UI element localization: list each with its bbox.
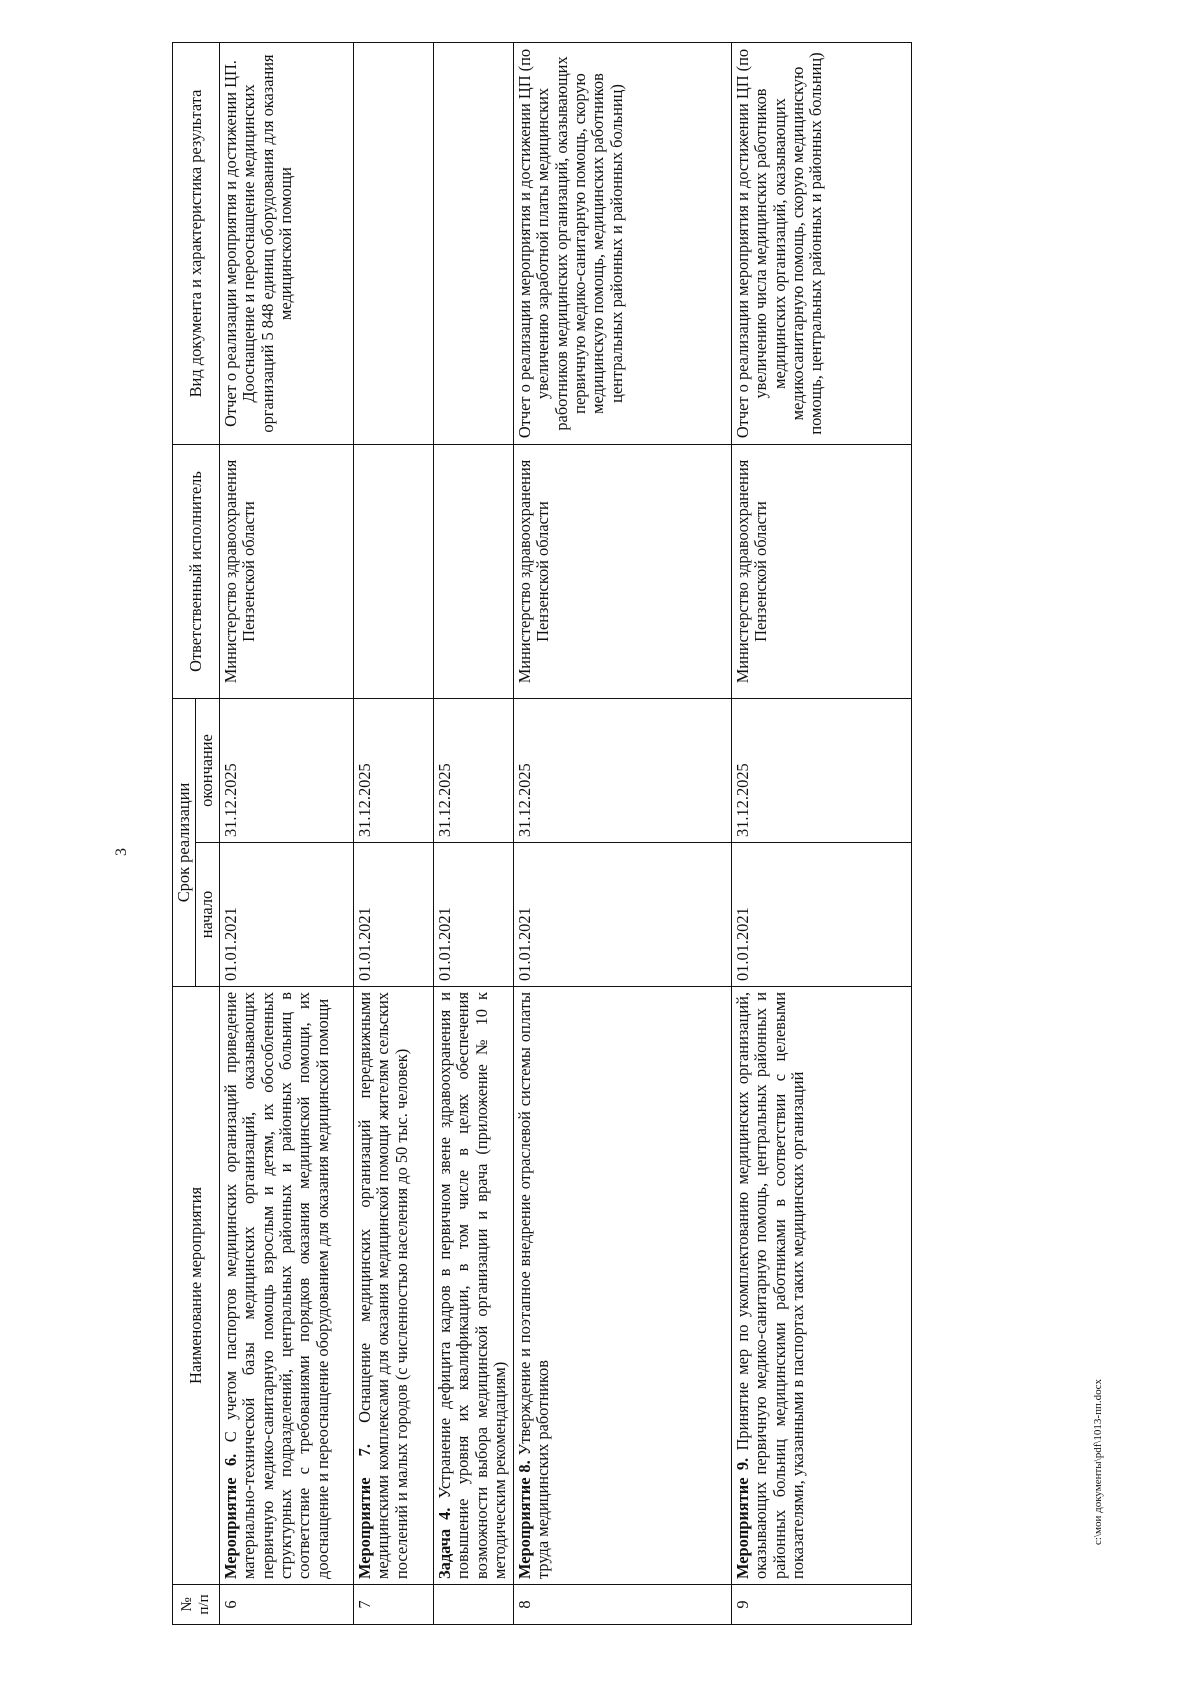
footer-file-path: c:\мои документы\pdf\1013-пп.docx bbox=[1092, 1378, 1104, 1545]
executor: Министерство здравоохранения Пензенской области bbox=[513, 445, 731, 699]
row-num: 9 bbox=[731, 1585, 911, 1625]
activity-prefix: Мероприятие 6. bbox=[220, 1453, 240, 1579]
executor: Министерство здравоохранения Пензенской области bbox=[219, 445, 353, 699]
activity-name bbox=[353, 987, 433, 1585]
activity-text: Устранение дефицита кадров в первичном звене здравоохранения и повышение уровня их квалификации, в том числе в целях обеспечения возможности выбора медицинской организации и врача (приложение № 10 к методическим рекомендациям) bbox=[434, 992, 509, 1579]
row-num bbox=[433, 1585, 513, 1625]
activity-name bbox=[219, 987, 353, 1585]
executor bbox=[353, 445, 433, 699]
header-name: Наименование мероприятия bbox=[173, 987, 220, 1585]
start-date: 01.01.2021 bbox=[731, 843, 911, 987]
activity-text: Утверждение и поэтапное внедрение отраслевой системы оплаты труда медицинских работников bbox=[514, 991, 553, 1579]
page-number: 3 bbox=[113, 848, 130, 856]
table-row bbox=[513, 43, 731, 1625]
start-date: 01.01.2021 bbox=[219, 843, 353, 987]
row-num: 8 bbox=[513, 1585, 731, 1625]
start-date: 01.01.2021 bbox=[353, 843, 433, 987]
end-date: 31.12.2025 bbox=[219, 699, 353, 843]
end-date: 31.12.2025 bbox=[731, 699, 911, 843]
end-date: 31.12.2025 bbox=[513, 699, 731, 843]
activity-name bbox=[731, 987, 911, 1585]
executor bbox=[433, 445, 513, 699]
start-date: 01.01.2021 bbox=[433, 843, 513, 987]
result-description: Отчет о реализации мероприятия и достижении ЦП. Дооснащение и переоснащение медицинских организаций 5 848 единиц оборудования для оказания медицинской помощи bbox=[219, 43, 353, 445]
end-date: 31.12.2025 bbox=[353, 699, 433, 843]
activity-prefix: Мероприятие 7. bbox=[354, 1444, 374, 1579]
table-row bbox=[219, 43, 353, 1625]
activity-prefix: Мероприятие 8. bbox=[514, 1460, 534, 1579]
activity-name bbox=[433, 987, 513, 1585]
activity-text: С учетом паспортов медицинских организаций приведение материально-технической базы медицинских организаций, оказывающих первичную медико-санитарную помощь взрослым и детям, их обособленных структурных подразделений, центральных районных и районных больниц в соответствие с требованиями порядков оказания медицинской помощи, их дооснащение и переоснащение оборудованием для оказания медицинской помощи bbox=[220, 992, 332, 1579]
activity-name bbox=[513, 987, 731, 1585]
end-date: 31.12.2025 bbox=[433, 699, 513, 843]
header-executor: Ответственный исполнитель bbox=[173, 445, 220, 699]
header-period: Срок реализации bbox=[173, 699, 196, 987]
activities-table bbox=[172, 42, 912, 1625]
row-num: 7 bbox=[353, 1585, 433, 1625]
row-num: 6 bbox=[219, 1585, 353, 1625]
result-description bbox=[433, 43, 513, 445]
result-description bbox=[353, 43, 433, 445]
activity-prefix: Задача 4. bbox=[434, 1507, 454, 1579]
executor: Министерство здравоохранения Пензенской области bbox=[731, 445, 911, 699]
activity-prefix: Мероприятие 9. bbox=[732, 1457, 752, 1579]
table-row bbox=[353, 43, 433, 1625]
result-description: Отчет о реализации мероприятия и достижении ЦП (по увеличению заработной платы медицинских работников медицинских организаций, оказывающих первичную медико-санитарную помощь, скорую медицинскую помощь, медицинских работников центральных районных и районных больниц) bbox=[513, 43, 731, 445]
header-start: начало bbox=[196, 843, 219, 987]
start-date: 01.01.2021 bbox=[513, 843, 731, 987]
header-end: окончание bbox=[196, 699, 219, 843]
activity-text: Принятие мер по укомплектованию медицинских организаций, оказывающих первичную медико-санитарную помощь, центральных районных и районных больниц медицинскими работниками в соответствии с целевыми показателями, указанными в паспортах таких медицинских организаций bbox=[732, 992, 807, 1579]
activity-text: Оснащение медицинских организаций передвижными медицинскими комплексами для оказания медицинской помощи жителям сельских поселений и малых городов (с численностью населения до 50 тыс. человек) bbox=[354, 992, 411, 1579]
table-row bbox=[433, 43, 513, 1625]
header-num: № п/п bbox=[173, 1585, 220, 1625]
rotated-table-container bbox=[172, 43, 950, 1625]
table-row bbox=[731, 43, 911, 1625]
header-result: Вид документа и характеристика результата bbox=[173, 43, 220, 445]
result-description: Отчет о реализации мероприятия и достижении ЦП (по увеличению числа медицинских работников медицинских организаций, оказывающих медикосанитарную помощь, скорую медицинскую помощь, центральных районных и районных больниц) bbox=[731, 43, 911, 445]
